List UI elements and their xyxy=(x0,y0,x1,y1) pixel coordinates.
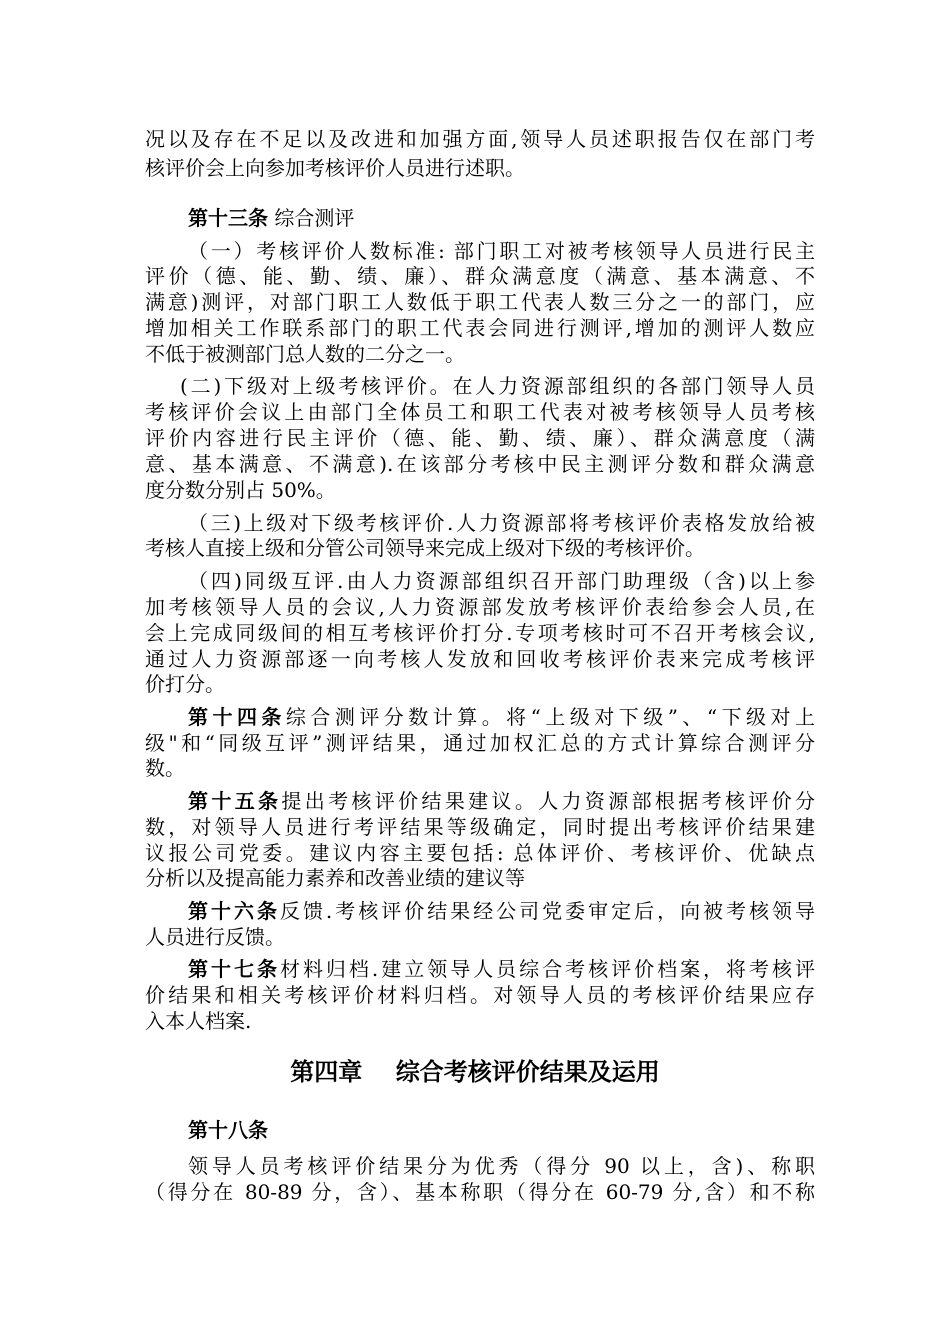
article-number: 第十六条 xyxy=(188,899,280,923)
paragraph-line: 满意)测评，对部门职工人数低于职工代表人数三分之一的部门，应 xyxy=(145,290,815,314)
paragraph-line: 核评价会上向参加考核评价人员进行述职。 xyxy=(145,156,525,180)
paragraph-line: 价打分。 xyxy=(145,672,225,696)
article-text: 提出考核评价结果建议。人力资源部根据考核评价分 xyxy=(281,789,816,813)
article-13-heading xyxy=(188,205,815,231)
paragraph-line: 评价（德、能、勤、绩、廉）、群众满意度（满意、基本满意、不 xyxy=(145,264,815,288)
paragraph-line: 况以及存在不足以及改进和加强方面,领导人员述职报告仅在部门考 xyxy=(145,127,815,151)
article-text: 反馈.考核评价结果经公司党委审定后，向被考核领导 xyxy=(279,899,816,923)
article-title: 综合测评 xyxy=(268,206,355,230)
article-16-line xyxy=(188,898,815,924)
paragraph-line: （三)上级对下级考核评价.人力资源部将考核评价表格发放给被 xyxy=(188,511,815,535)
paragraph-line: 数。 xyxy=(145,756,185,780)
article-number: 第十七条 xyxy=(188,957,280,981)
paragraph-line: （得分在 80-89 分，含）、基本称职（得分在 60-79 分,含）和不称 xyxy=(145,1180,815,1204)
article-14-line xyxy=(188,704,815,730)
article-number: 第十五条 xyxy=(188,789,282,813)
article-18-heading: 第十八条 xyxy=(188,1118,268,1142)
paragraph-line: 分析以及提高能力素养和改善业绩的建议等 xyxy=(145,866,525,890)
paragraph-line: （一）考核评价人数标准: 部门职工对被考核领导人员进行民主 xyxy=(188,239,815,263)
paragraph-line: 度分数分别占 50%。 xyxy=(145,478,336,502)
paragraph-line: 评价内容进行民主评价（德、能、勤、绩、廉）、群众满意度（满 xyxy=(145,426,815,450)
paragraph-line: （四)同级互评.由人力资源部组织召开部门助理级（含)以上参 xyxy=(188,569,815,593)
paragraph-line: (二)下级对上级考核评价。在人力资源部组织的各部门领导人员 xyxy=(180,374,815,398)
paragraph-line: 增加相关工作联系部门的职工代表会同进行测评,增加的测评人数应 xyxy=(145,316,815,340)
paragraph-line: 数，对领导人员进行考评结果等级确定，同时提出考核评价结果建 xyxy=(145,815,815,839)
paragraph-line: 入本人档案. xyxy=(145,1009,252,1033)
chapter-heading: 第四章 综合考核评价结果及运用 xyxy=(290,1058,660,1086)
paragraph-line: 加考核领导人员的会议,人力资源部发放考核评价表给参会人员,在 xyxy=(145,595,815,619)
paragraph-line: 议报公司党委。建议内容主要包括: 总体评价、考核评价、优缺点 xyxy=(145,841,815,865)
paragraph-line: 价结果和相关考核评价材料归档。对领导人员的考核评价结果应存 xyxy=(145,983,815,1007)
article-text: 材料归档.建立领导人员综合考核评价档案，将考核评 xyxy=(279,957,816,981)
paragraph-line: 会上完成同级间的相互考核评价打分.专项考核时可不召开考核会议, xyxy=(145,621,815,645)
article-number: 第十四条 xyxy=(188,705,286,729)
paragraph-line: 不低于被测部门总人数的二分之一。 xyxy=(145,342,465,366)
paragraph-line: 人员进行反馈。 xyxy=(145,925,285,949)
paragraph-line: 级"和“同级互评”测评结果，通过加权汇总的方式计算综合测评分 xyxy=(145,731,815,755)
article-number: 第十三条 xyxy=(188,206,268,230)
paragraph-line: 考核人直接上级和分管公司领导来完成上级对下级的考核评价。 xyxy=(145,536,705,560)
paragraph-line: 通过人力资源部逐一向考核人发放和回收考核评价表来完成考核评 xyxy=(145,647,815,671)
paragraph-line: 意、基本满意、不满意).在该部分考核中民主测评分数和群众满意 xyxy=(145,452,815,476)
paragraph-line: 考核评价会议上由部门全体员工和职工代表对被考核领导人员考核 xyxy=(145,400,815,424)
article-17-line xyxy=(188,956,815,982)
paragraph-line: 领导人员考核评价结果分为优秀（得分 90 以上，含)、称职 xyxy=(188,1154,815,1178)
article-text: 综合测评分数计算。将“上级对下级”、“下级对上 xyxy=(285,705,815,729)
article-15-line xyxy=(188,788,815,814)
